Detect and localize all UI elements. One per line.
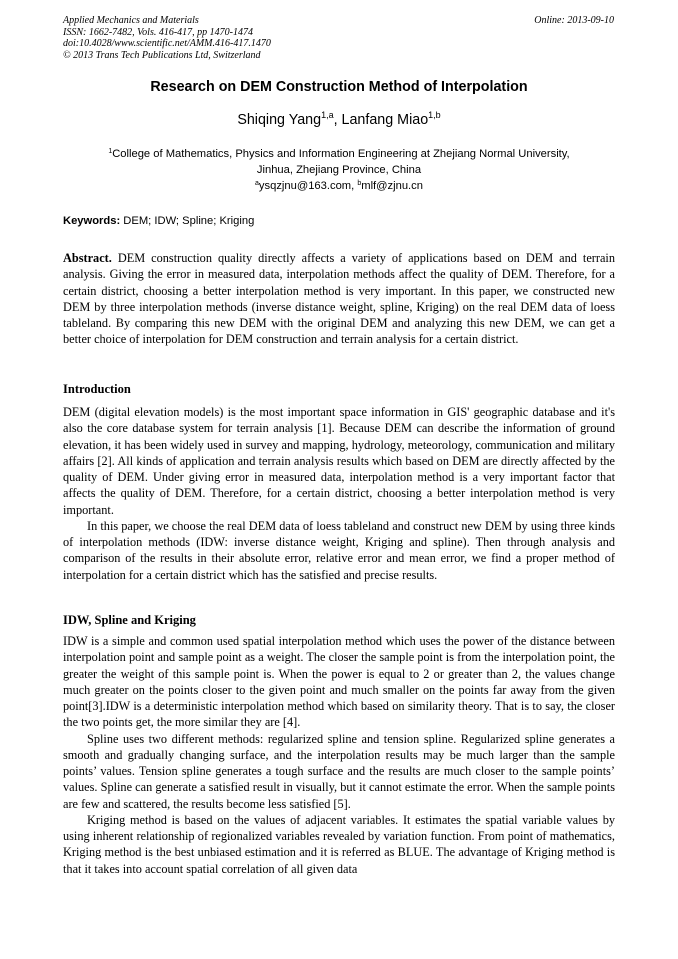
abstract-label: Abstract.	[63, 251, 112, 265]
online-date: Online: 2013-09-10	[534, 15, 614, 26]
author-name: Lanfang Miao	[341, 112, 429, 128]
author-name: Shiqing Yang	[237, 112, 322, 128]
affiliation	[62, 146, 616, 178]
paragraph: In this paper, we choose the real DEM data of loess tableland and construct new DEM by using three kinds of interpolation methods (IDW: inverse distance weight, Kriging and spline). Then through analysis and comparison of the results in their absolute error, relative error and mean error, we find a proper method of interpolation for a certain district which has the satisfied and precise results.	[63, 518, 615, 582]
journal-doi: doi:10.4028/www.scientific.net/AMM.416-417.1470	[63, 38, 271, 49]
journal-issn: ISSN: 1662-7482, Vols. 416-417, pp 1470-1474	[63, 26, 253, 38]
author-affiliation-mark: 1,a	[321, 110, 334, 120]
author-affiliation-mark: 1,b	[428, 110, 441, 120]
affiliation-line: Jinhua, Zhejiang Province, China	[256, 164, 422, 176]
paragraph: Kriging method is based on the values of adjacent variables. It estimates the spatial variable values by using inherent relationship of regionalized variables revealed by variation function. From point of mathematics, Kriging method is the best unbiased estimation and it is referred as BLUE. The advantage of Kriging method is that it takes into account spatial correlation of all given data	[63, 812, 615, 876]
abstract-text: DEM construction quality directly affects a variety of applications based on DEM and terrain analysis. Giving the error in measured data, interpolation methods affect the quality of DEM. Therefore, for a certain district, choosing a better interpolation method is very important. In this paper, we constructed new DEM by three interpolation methods (inverse distance weight, spline, Kriging) on the real DEM data of loess tableland. By comparing this new DEM with the original DEM and analyzing this new DEM, we can get a better choice of interpolation for DEM construction and terrain analysis for a certain district.	[63, 251, 615, 347]
keywords	[63, 215, 254, 227]
methods-body	[63, 633, 615, 877]
email-address: mlf@zjnu.cn	[361, 180, 423, 192]
abstract	[63, 250, 615, 348]
paragraph: DEM (digital elevation models) is the most important space information in GIS' geographic database and it's also the core database system for terrain analysis [1]. Because DEM can describe the information of ground elevation, it has been widely used in survey and mapping, hydrology, meteorology, communication and military affairs [2]. All kinds of application and terrain analysis results which based on DEM are directly affected by the quality of DEM. Under giving error in measured data, interpolation method is a very important factor that affects the quality of DEM. Therefore, for a certain district, choosing a better interpolation method is very important.	[63, 405, 615, 517]
keywords-list: DEM; IDW; Spline; Kriging	[120, 215, 255, 227]
email-address: ysqzjnu@163.com,	[258, 180, 358, 192]
affiliation-line: College of Mathematics, Physics and Information Engineering at Zhejiang Normal University,	[112, 148, 570, 160]
journal-header	[63, 15, 271, 61]
section-heading-introduction: Introduction	[63, 382, 131, 396]
email-mark: b	[357, 180, 362, 187]
affiliation-mark: 1	[108, 148, 113, 155]
paper-title: Research on DEM Construction Method of Interpolation	[150, 79, 528, 95]
author-list	[0, 112, 678, 128]
author-separator: ,	[333, 112, 342, 128]
keywords-label: Keywords:	[63, 215, 121, 227]
paragraph: Spline uses two different methods: regularized spline and tension spline. Regularized spline generates a smooth and gradually changing surface, and the interpolation results may be much larger than the sample points’ values. Tension spline generates a tough surface and the results are much closer to the sample points’ values. Spline can generate a satisfied result in visually, but it cannot estimate the error. When the sample points are few and scattered, the results become less satisfied [5].	[63, 731, 615, 811]
section-heading-methods: IDW, Spline and Kriging	[63, 613, 196, 627]
author-emails	[0, 180, 678, 192]
journal-copyright: © 2013 Trans Tech Publications Ltd, Switzerland	[63, 49, 261, 61]
introduction-body	[63, 404, 615, 583]
abstract-paragraph	[63, 250, 615, 348]
email-mark: a	[255, 180, 259, 187]
paragraph: IDW is a simple and common used spatial interpolation method which uses the power of the distance between interpolation point and sample point as a weight. The closer the sample point is from the interpolation point, the greater the weight of this sample point is. When the power is equal to 2 or greater than 2, the values change much greater on the points closer to the given point and much smaller on the points far away from the given point[3].IDW is a deterministic interpolation method which based on similarity theory. That is to say, the closer the two points get, the more similar they are [4].	[63, 634, 615, 730]
journal-name: Applied Mechanics and Materials	[63, 15, 199, 26]
